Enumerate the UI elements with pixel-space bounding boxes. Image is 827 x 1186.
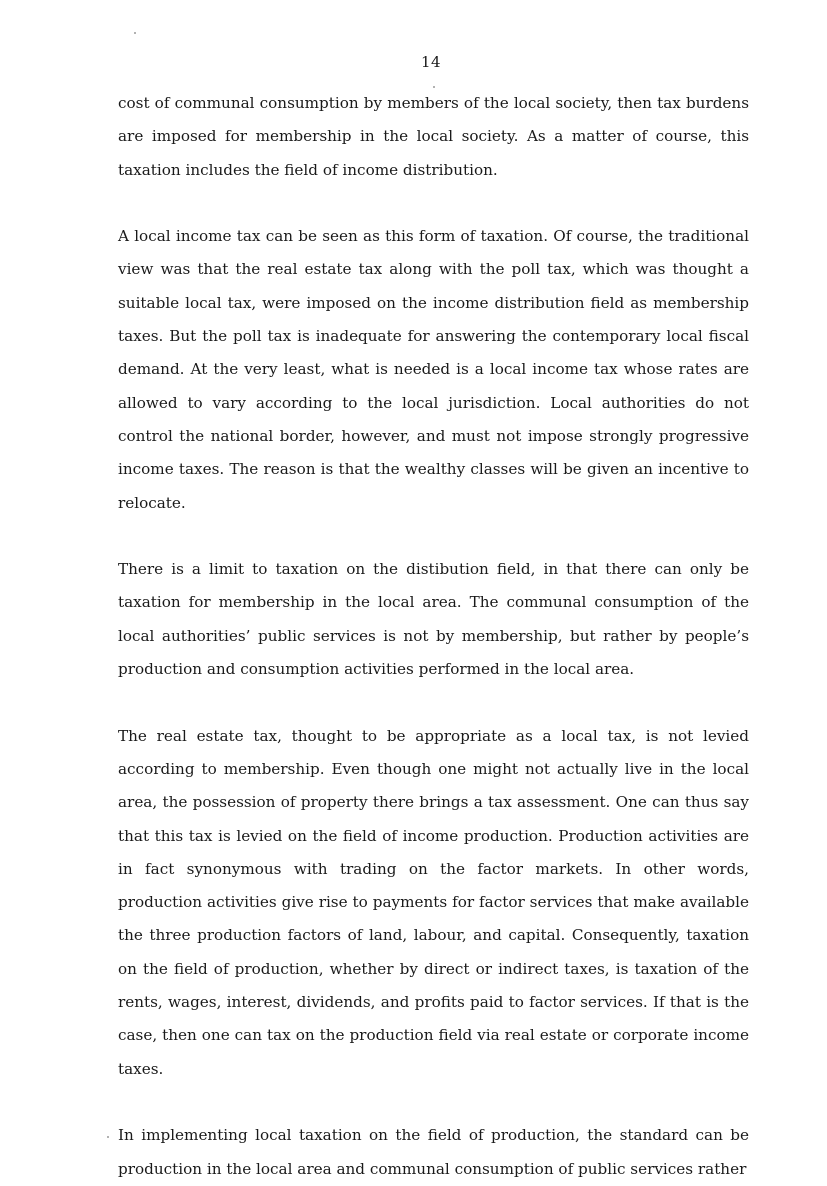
scan-speck	[107, 1136, 109, 1138]
body-text	[118, 87, 749, 1186]
scan-speck	[134, 32, 136, 34]
paragraph: A local income tax can be seen as this form of taxation. Of course, the traditional view was that the real estate tax along with the poll tax, which was thought a suitable local tax, were imposed on the income distribution field as membership taxes. But the poll tax is inadequate for answering the contemporary local fiscal demand. At the very least, what is needed is a local income tax whose rates are allowed to vary according to the local jurisdiction. Local authorities do not control the national border, however, and must not impose strongly progressive income taxes. The reason is that the wealthy classes will be given an incentive to relocate.	[118, 227, 749, 512]
paragraph: The real estate tax, thought to be appropriate as a local tax, is not levied according to membership. Even though one might not actually live in the local area, the possession of property there brings a tax assessment. One can thus say that this tax is levied on the field of income production. Production activities are in fact synonymous with trading on the factor markets. In other words, production activities give rise to payments for factor services that make available the three production factors of land, labour, and capital. Consequently, taxation on the field of production, whether by direct or indirect taxes, is taxation of the rents, wages, interest, dividends, and profits paid to factor services. If that is the case, then one can tax on the production field via real estate or corporate income taxes.	[118, 726, 749, 1078]
paragraph: cost of communal consumption by members of the local society, then tax burdens are imposed for membership in the local society. As a matter of course, this taxation includes the field of income distribution.	[118, 94, 749, 179]
paragraph: There is a limit to taxation on the distibution field, in that there can only be taxation for membership in the local area. The communal consumption of the local authorities’ public services is not by membership, but rather by people’s production and consumption activities performed in the local area.	[118, 560, 749, 679]
page-number: 14	[420, 53, 442, 71]
paragraph: In implementing local taxation on the field of production, the standard can be production in the local area and communal consumption of public services rather	[118, 1126, 749, 1178]
